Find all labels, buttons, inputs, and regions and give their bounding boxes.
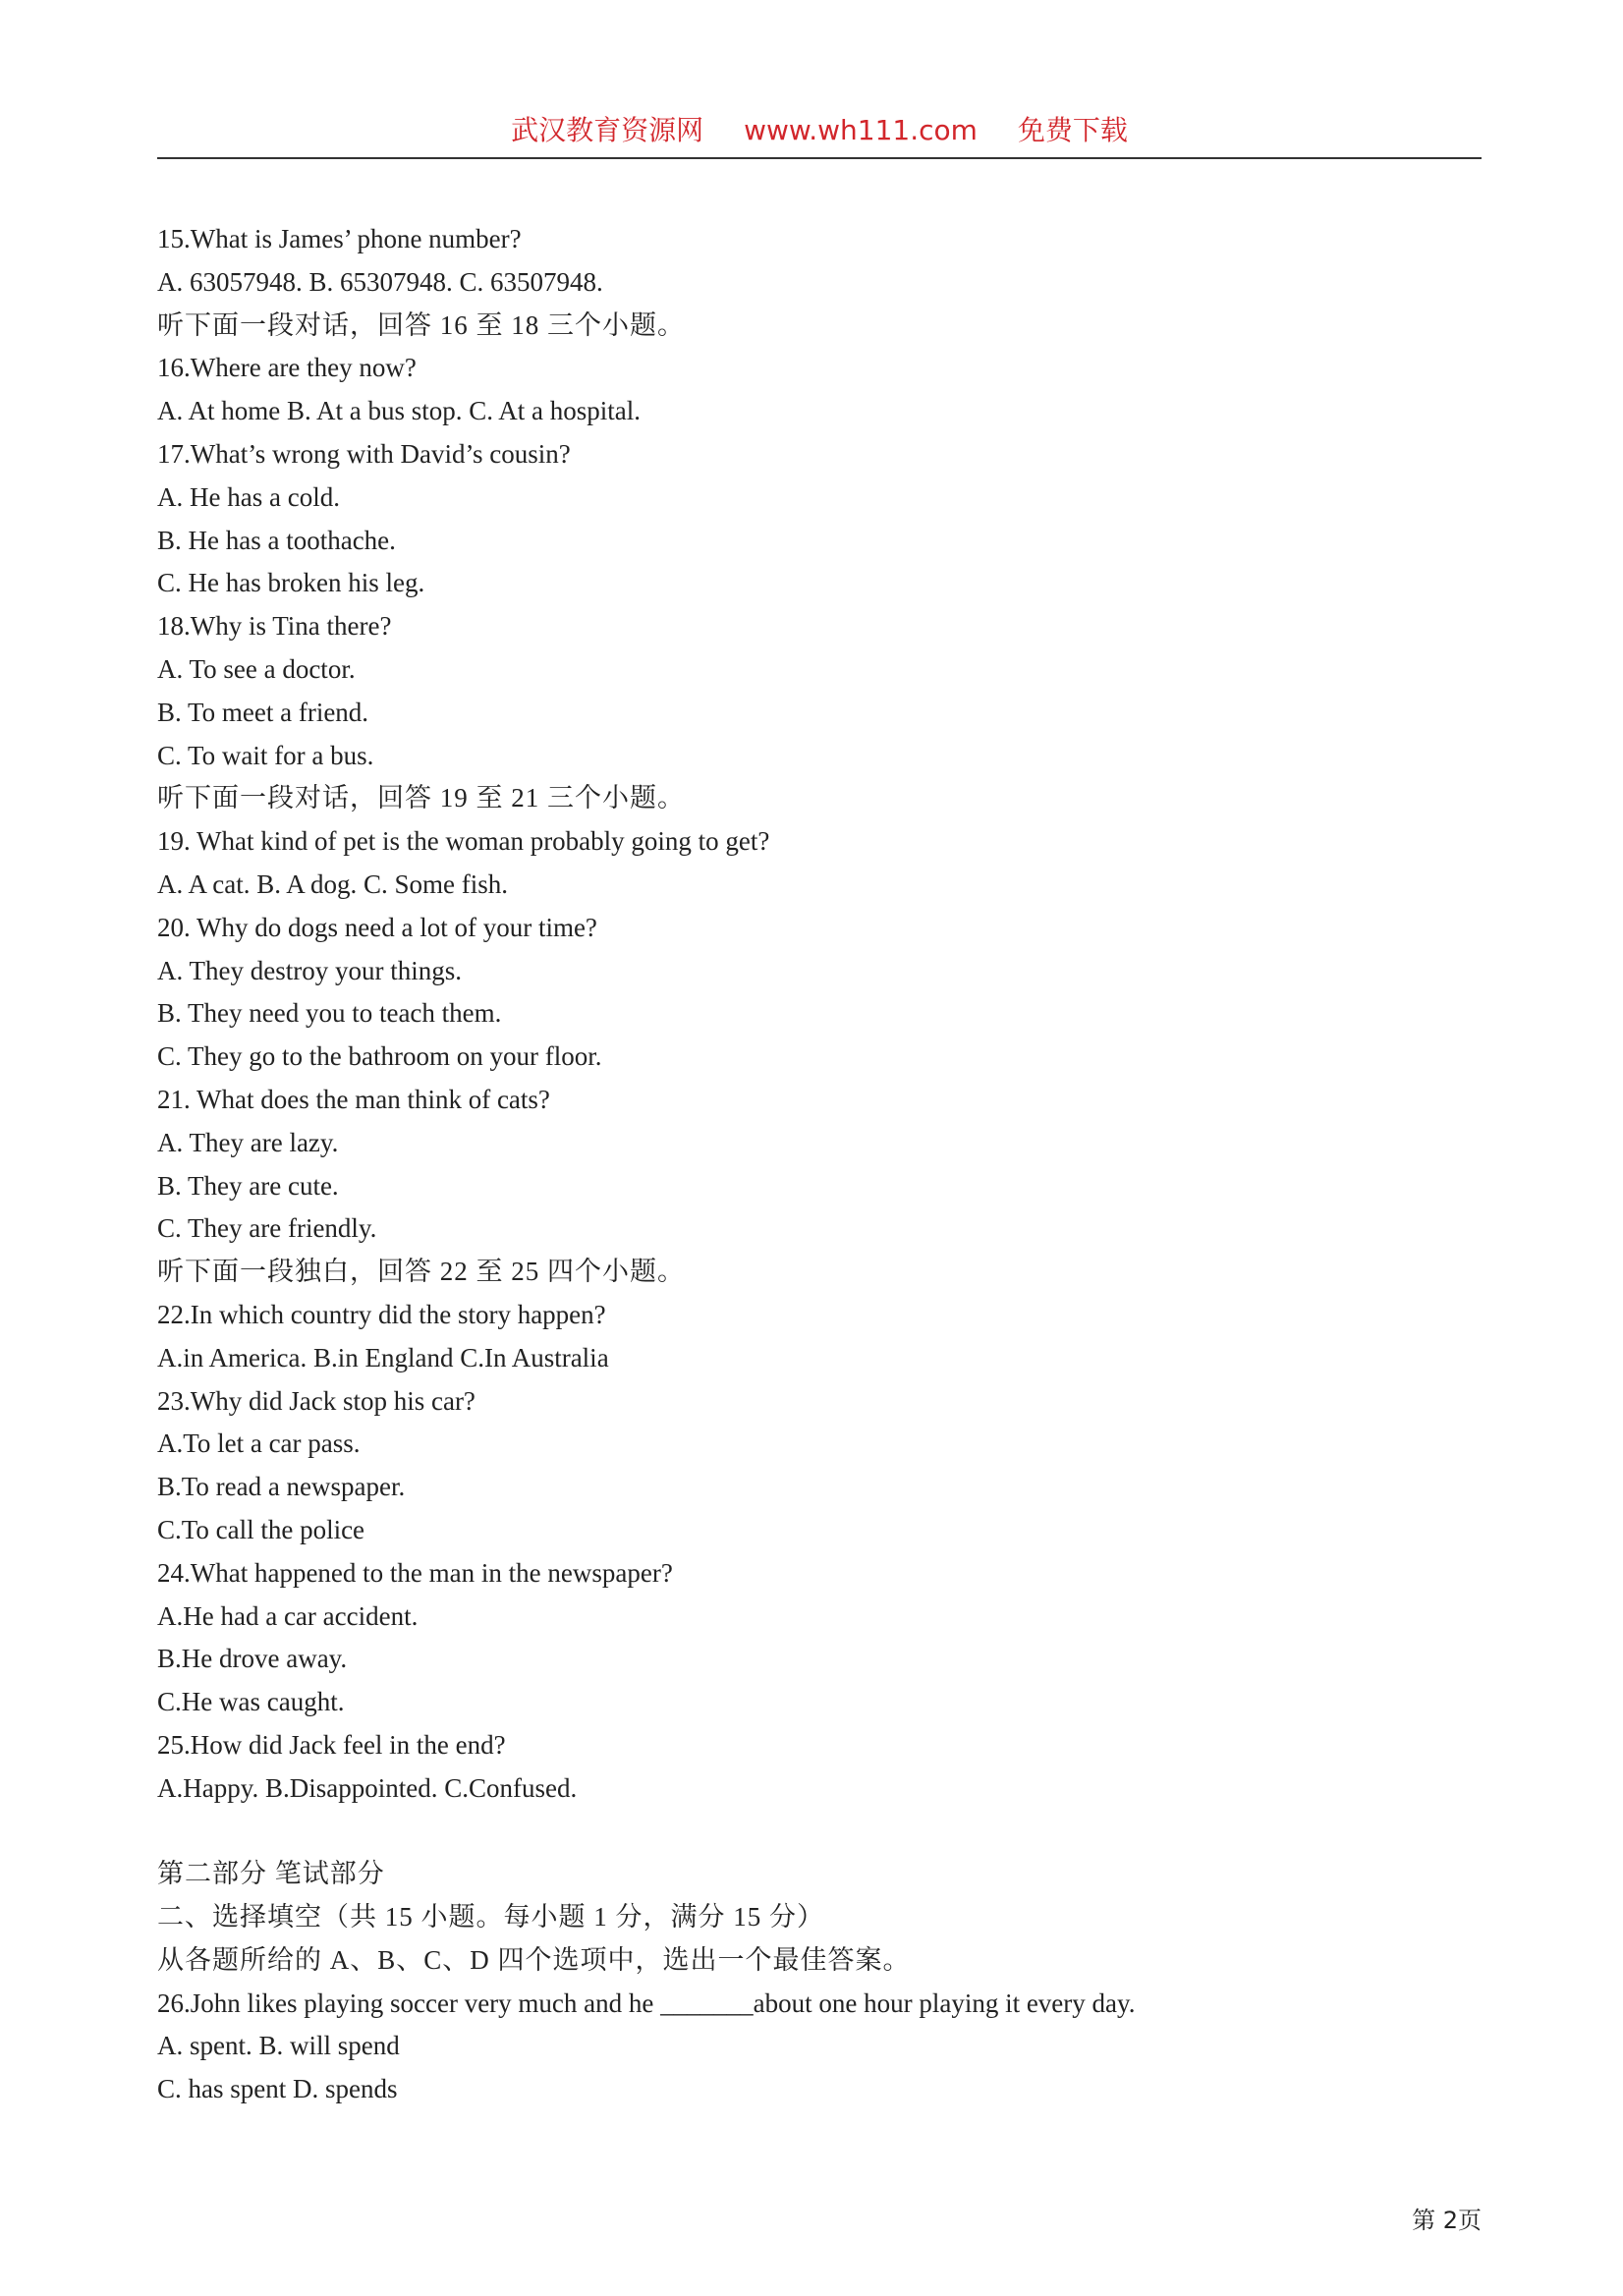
page-header (157, 110, 1482, 159)
question-21: 21. What does the man think of cats? (157, 1084, 550, 1114)
option-17a: A. He has a cold. (157, 481, 340, 512)
option-23c: C.To call the police (157, 1514, 365, 1544)
question-16: 16.Where are they now? (157, 353, 417, 383)
option-23b: B.To read a newspaper. (157, 1472, 406, 1502)
option-21c: C. They are friendly. (157, 1213, 377, 1244)
section-instruction: 听下面一段对话，回答 19 至 21 三个小题。 (157, 783, 685, 813)
option-21b: B. They are cute. (157, 1170, 339, 1201)
section-heading: 二、选择填空（共 15 小题。每小题 1 分，满分 15 分） (157, 1902, 824, 1932)
option-21a: A. They are lazy. (157, 1127, 339, 1157)
question-17: 17.What’s wrong with David’s cousin? (157, 438, 571, 469)
site-url[interactable]: www.wh111.com (744, 114, 978, 146)
page-number: 第 2页 (1412, 2207, 1482, 2234)
option-24b: B.He drove away. (157, 1644, 348, 1674)
option-18c: C. To wait for a bus. (157, 740, 374, 770)
options-22: A.in America. B.in England C.In Australia (157, 1342, 609, 1372)
question-15: 15.What is James’ phone number? (157, 224, 522, 253)
option-24a: A.He had a car accident. (157, 1600, 419, 1631)
header-tagline: 免费下载 (1017, 114, 1128, 146)
document-body (157, 218, 1482, 2111)
option-20b: B. They need you to teach them. (157, 998, 502, 1029)
option-23a: A.To let a car pass. (157, 1428, 361, 1459)
option-20a: A. They destroy your things. (157, 955, 462, 985)
options-19: A. A cat. B. A dog. C. Some fish. (157, 868, 509, 899)
section-instruction: 听下面一段独白，回答 22 至 25 四个小题。 (157, 1257, 685, 1287)
part-title: 第二部分 笔试部分 (157, 1859, 385, 1889)
question-19: 19. What kind of pet is the woman probably going to get? (157, 826, 770, 857)
option-24c: C.He was caught. (157, 1687, 345, 1717)
question-26: 26.John likes playing soccer very much and he _______about one hour playing it every day. (157, 1988, 1136, 2018)
section-instruction: 听下面一段对话，回答 16 至 18 三个小题。 (157, 309, 685, 340)
option-20c: C. They go to the bathroom on your floor. (157, 1041, 602, 1072)
question-20: 20. Why do dogs need a lot of your time? (157, 912, 597, 942)
options-26-cd: C. has spent D. spends (157, 2074, 398, 2104)
question-22: 22.In which country did the story happen? (157, 1299, 606, 1329)
options-26-ab: A. spent. B. will spend (157, 2031, 400, 2061)
option-18b: B. To meet a friend. (157, 697, 369, 727)
question-25: 25.How did Jack feel in the end? (157, 1729, 506, 1760)
question-23: 23.Why did Jack stop his car? (157, 1385, 476, 1416)
options-15: A. 63057948. B. 65307948. C. 63507948. (157, 266, 603, 297)
option-17b: B. He has a toothache. (157, 525, 396, 555)
option-17c: C. He has broken his leg. (157, 568, 425, 598)
section-instruction: 从各题所给的 A、B、C、D 四个选项中，选出一个最佳答案。 (157, 1944, 911, 1975)
option-18a: A. To see a doctor. (157, 653, 356, 684)
question-24: 24.What happened to the man in the newspaper? (157, 1557, 673, 1588)
site-name: 武汉教育资源网 (511, 114, 704, 146)
options-25: A.Happy. B.Disappointed. C.Confused. (157, 1772, 578, 1803)
question-18: 18.Why is Tina there? (157, 611, 392, 642)
options-16: A. At home B. At a bus stop. C. At a hospital. (157, 396, 642, 426)
spacer (157, 1810, 1482, 1853)
